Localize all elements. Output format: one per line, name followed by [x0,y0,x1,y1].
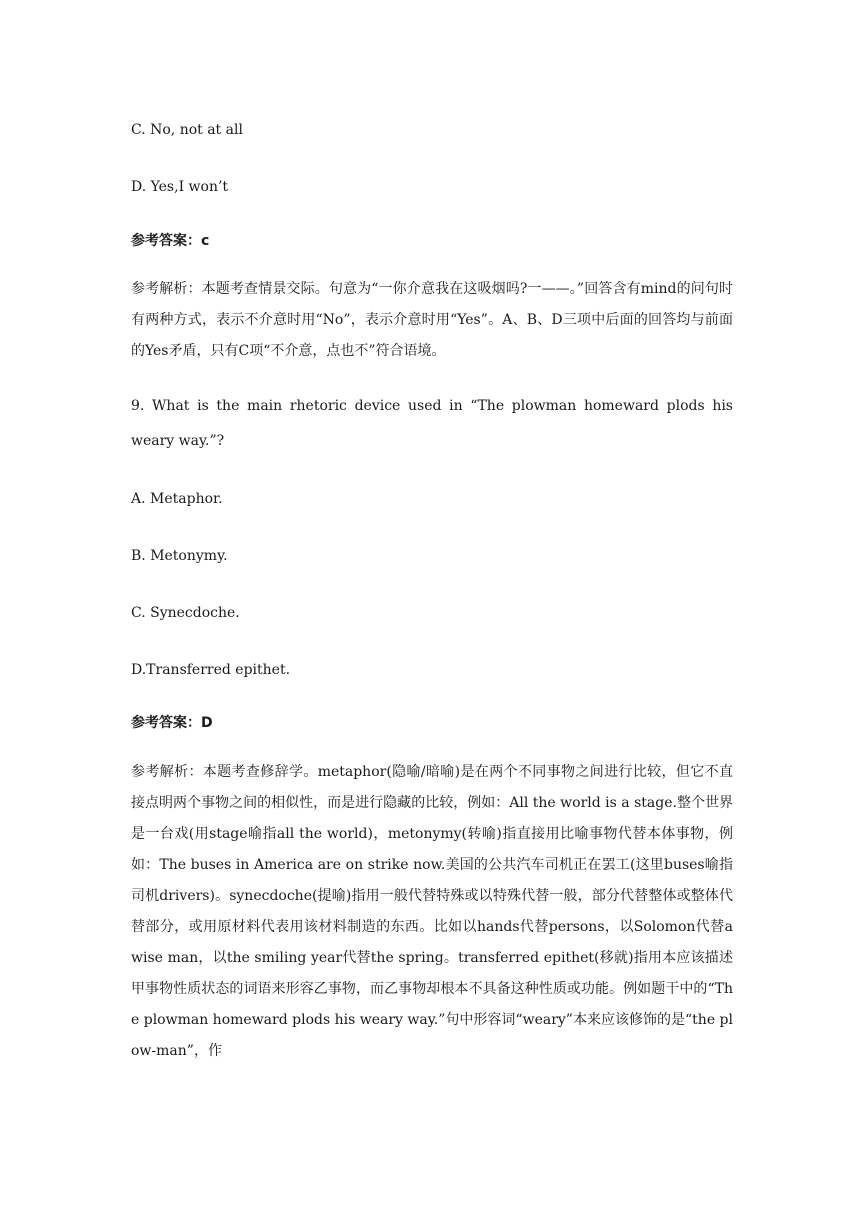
q8-analysis: 参考解析：本题考查情景交际。句意为“一你介意我在这吸烟吗?一——。”回答含有mind的问句时有两种方式，表示不介意时用“No”，表示介意时用“Yes”。A、B、D三项中后面的回答均与前面的Yes矛盾，只有C项“不介意，点也不”符合语境。 [131,281,733,359]
q9-option-c: C. Synecdoche. [131,605,240,621]
q8-answer: 参考答案：c [131,233,210,249]
q9-option-d: D.Transferred epithet. [131,662,291,678]
q9-answer: 参考答案：D [131,715,213,731]
q8-option-c: C. No, not at all [131,122,243,138]
q8-option-d: D. Yes,I won’t [131,179,229,195]
q9-question: 9. What is the main rhetoric device used in “The plowman homeward plods his weary way.”? [131,398,733,449]
q9-option-a: A. Metaphor. [131,491,223,507]
q9-option-b: B. Metonymy. [131,548,228,564]
q9-analysis: 参考解析：本题考查修辞学。metaphor(隐喻/暗喻)是在两个不同事物之间进行比较，但它不直接点明两个事物之间的相似性，而是进行隐藏的比较，例如：All the world is a stage.整个世界是一台戏(用stage喻指all the world)，metonymy(转喻)指直接用比喻事物代替本体事物，例如：The buses in America are on strike now.美国的公共汽车司机正在罢工(这里buses喻指司机drivers)。synecdoche(提喻)指用一般代替特殊或以特殊代替一般，部分代替整体或整体代替部分，或用原材料代表用该材料制造的东西。比如以hands代替persons，以Solomon代替a wise man，以the smiling year代替the spring。transferred epithet(移就)指用本应该描述甲事物性质状态的词语来形容乙事物，而乙事物却根本不具备这种性质或功能。例如题干中的“The plowman homeward plods his weary way.”句中形容词“weary”本来应该修饰的是“the plow-man”，作 [131,764,733,1059]
